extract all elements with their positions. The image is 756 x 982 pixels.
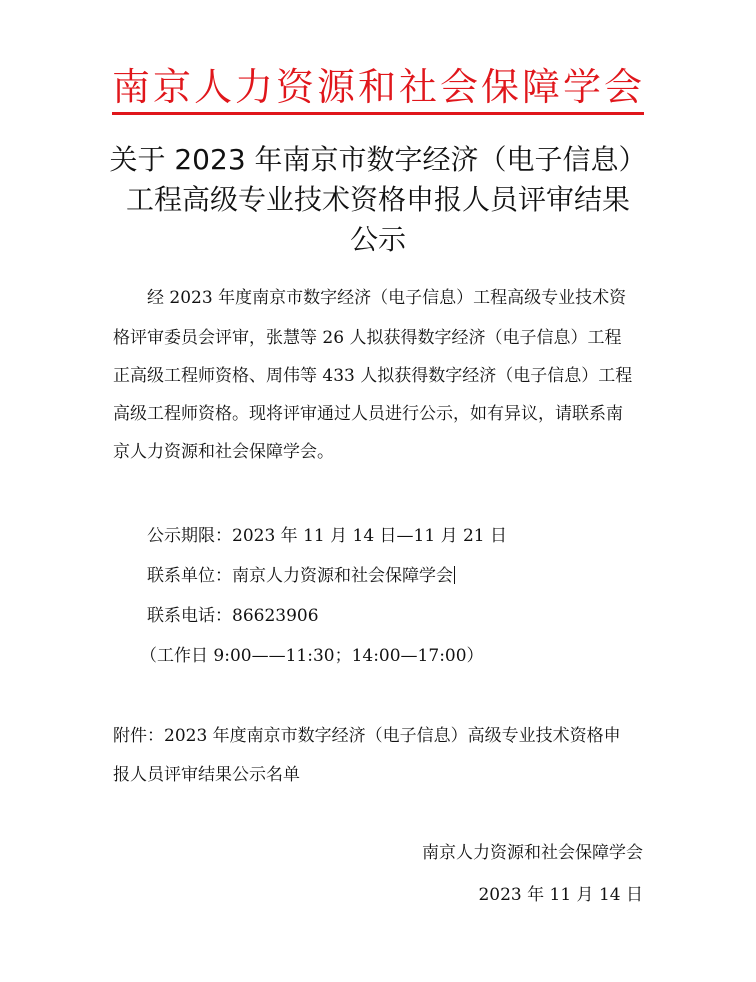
body-paragraph-line-3: 正高级工程师资格、周伟等 433 人拟获得数字经济（电子信息）工程 [113, 366, 633, 386]
organization-header: 南京人力资源和社会保障学会 [112, 65, 646, 109]
body-paragraph-line-4: 高级工程师资格。现将评审通过人员进行公示，如有异议，请联系南 [113, 404, 623, 424]
red-divider-line [112, 112, 644, 115]
contact-phone: 联系电话：86623906 [147, 606, 319, 626]
working-hours: （工作日 9:00——11:30；14:00—17:00） [140, 646, 484, 666]
body-paragraph-line-5: 京人力资源和社会保障学会。 [113, 442, 334, 462]
body-paragraph-line-1: 经 2023 年度南京市数字经济（电子信息）工程高级专业技术资 [147, 288, 627, 308]
document-title-line-3: 公示 [349, 223, 406, 256]
publicity-period: 公示期限：2023 年 11 月 14 日—11 月 21 日 [147, 526, 508, 546]
contact-unit-line [147, 558, 643, 595]
signature-date: 2023 年 11 月 14 日 [478, 885, 643, 905]
attachment-line-1: 附件：2023 年度南京市数字经济（电子信息）高级专业技术资格申 [113, 726, 621, 746]
document-title-line-2: 工程高级专业技术资格申报人员评审结果 [125, 183, 630, 216]
attachment-line-2: 报人员评审结果公示名单 [113, 765, 300, 785]
contact-unit: 联系单位：南京人力资源和社会保障学会 [147, 566, 453, 586]
text-cursor [454, 566, 455, 584]
document-title-line-1: 关于 2023 年南京市数字经济（电子信息） [109, 143, 647, 176]
signature-organization: 南京人力资源和社会保障学会 [422, 843, 643, 863]
body-paragraph-line-2: 格评审委员会评审，张慧等 26 人拟获得数字经济（电子信息）工程 [113, 328, 622, 348]
